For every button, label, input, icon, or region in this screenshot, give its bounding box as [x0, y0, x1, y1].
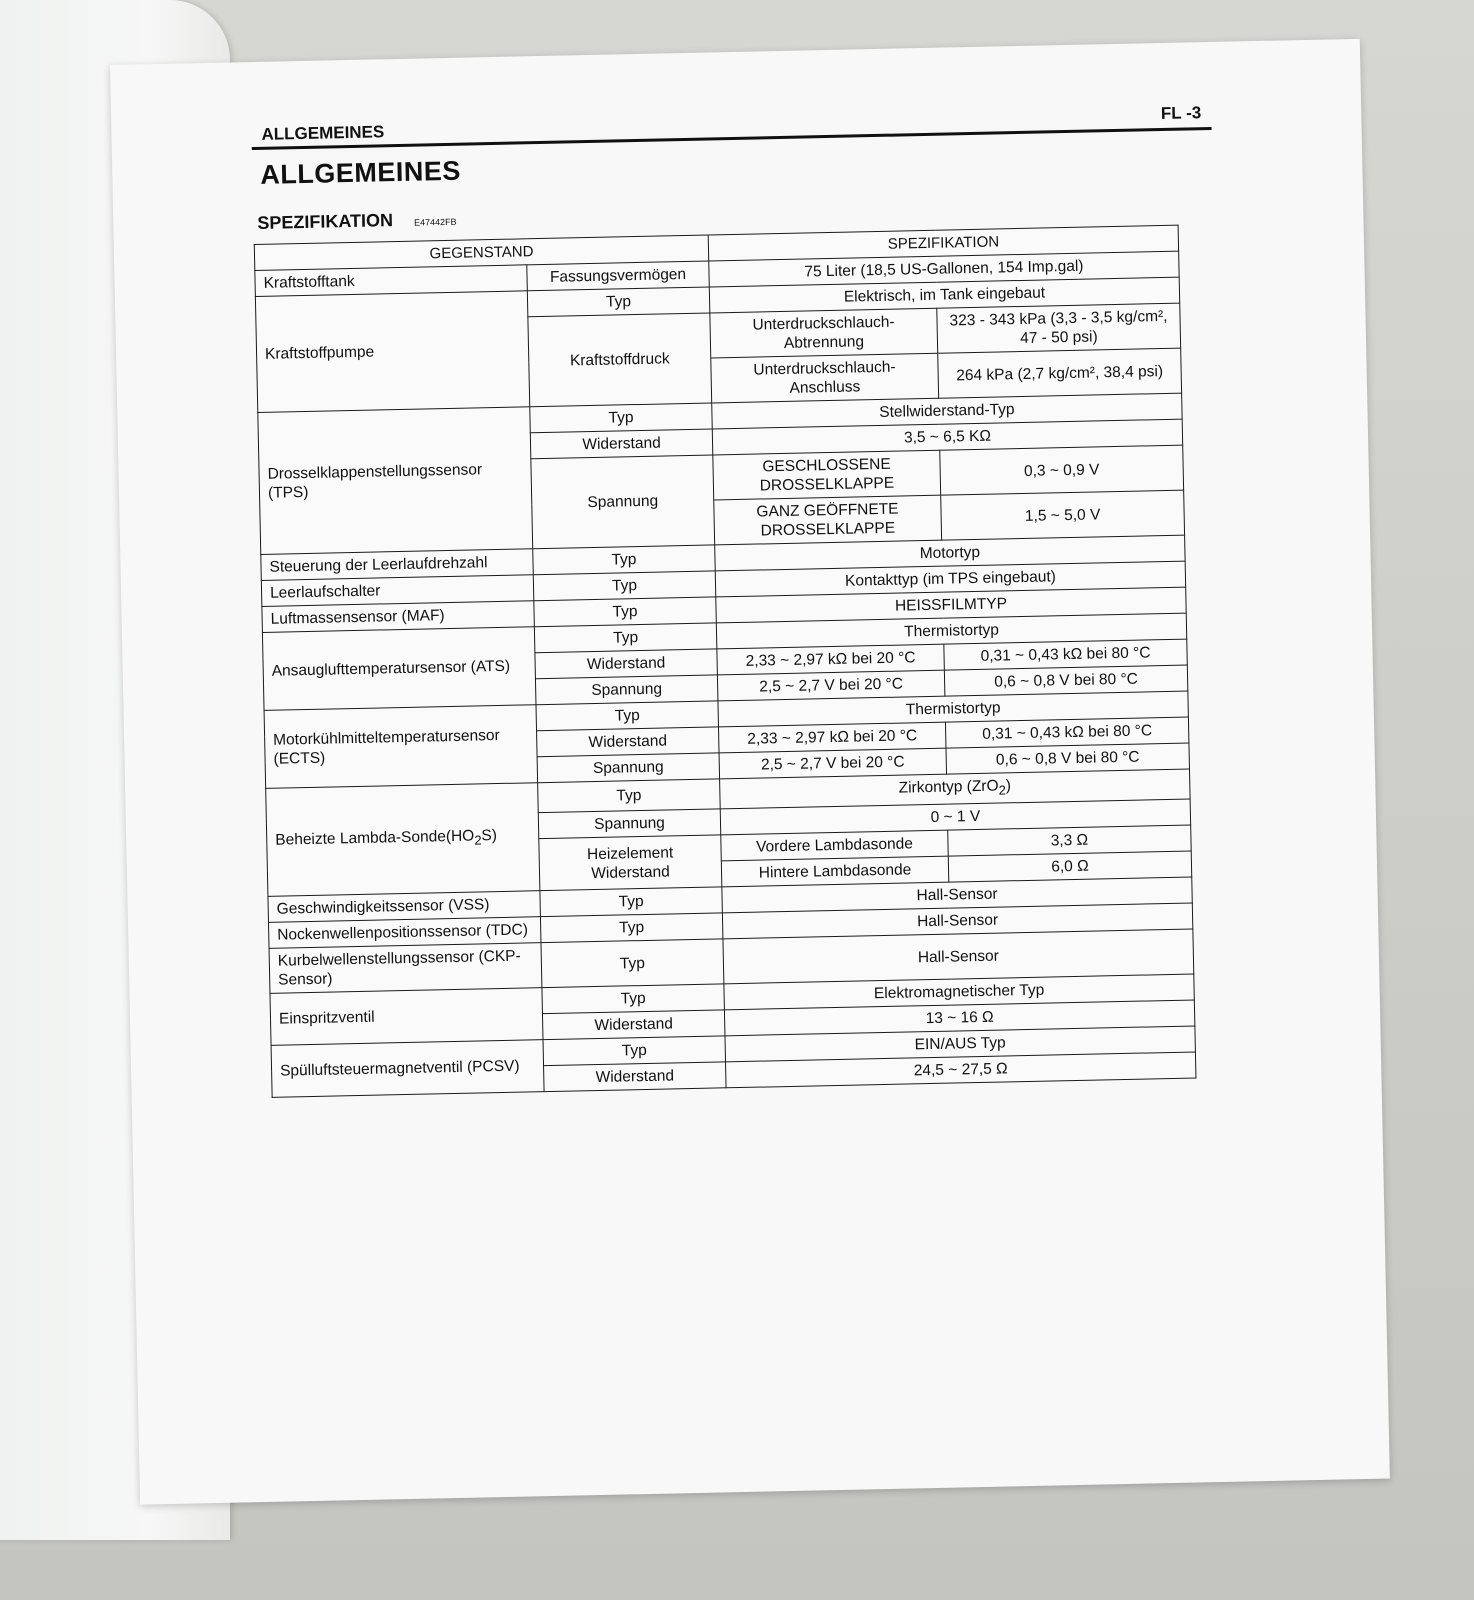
page-title: ALLGEMEINES — [260, 155, 462, 190]
sub-label-cell: Hintere Lambdasonde — [721, 856, 948, 887]
value-cell: Hall-Sensor — [723, 929, 1194, 984]
param-cell: Spannung — [535, 675, 718, 705]
value-cell: Elektromagnetischer Typ — [724, 974, 1194, 1010]
head-item: GEGENSTAND — [254, 235, 708, 271]
value-cell: 0,31 ~ 0,43 kΩ bei 80 °C — [944, 639, 1187, 670]
value-cell: Motortyp — [715, 535, 1185, 571]
value-cell: 0,6 ~ 0,8 V bei 80 °C — [944, 665, 1187, 696]
item-cell: Geschwindigkeitssensor (VSS) — [268, 891, 540, 923]
item-text-end: S) — [481, 827, 498, 845]
value-cell: 24,5 ~ 27,5 Ω — [726, 1052, 1196, 1088]
document-page — [110, 39, 1390, 1505]
param-cell: Typ — [542, 984, 725, 1014]
item-cell: Einspritzventil — [270, 988, 543, 1046]
param-cell: Kraftstoffdruck — [528, 313, 712, 407]
item-cell: Kraftstoffpumpe — [255, 291, 529, 413]
value-text: Zirkontyp (ZrO — [898, 777, 999, 797]
param-cell: Typ — [540, 887, 723, 917]
item-cell: Ansauglufttemperatursensor (ATS) — [262, 627, 536, 711]
sub-label-cell: Vordere Lambdasonde — [721, 830, 948, 861]
value-subscript: 2 — [998, 782, 1006, 798]
param-cell: Typ — [534, 597, 717, 627]
param-cell: Spannung — [531, 455, 715, 549]
sub-label-cell: GANZ GEÖFFNETE DROSSELKLAPPE — [714, 495, 942, 545]
param-cell: Widerstand — [537, 727, 720, 757]
value-cell: 75 Liter (18,5 US-Gallonen, 154 Imp.gal) — [709, 251, 1179, 287]
value-cell: Hall-Sensor — [722, 903, 1192, 939]
param-cell: Typ — [538, 779, 721, 813]
value-cell: 2,5 ~ 2,7 V bei 20 °C — [719, 748, 946, 779]
value-cell: EIN/AUS Typ — [725, 1026, 1195, 1062]
value-cell: Kontakttyp (im TPS eingebaut) — [715, 561, 1185, 597]
item-cell: Kraftstofftank — [255, 265, 527, 297]
param-cell: Typ — [541, 939, 724, 988]
param-cell: Spannung — [538, 809, 721, 839]
param-cell: Typ — [533, 545, 716, 575]
value-cell: Hall-Sensor — [722, 877, 1192, 913]
item-cell: Leerlaufschalter — [261, 575, 533, 607]
item-cell: Spülluftsteuermagnetventil (PCSV) — [271, 1040, 544, 1098]
value-cell: 2,33 ~ 2,97 kΩ bei 20 °C — [718, 722, 945, 753]
item-cell: Kurbelwellenstellungssensor (CKP-Sensor) — [269, 943, 542, 994]
value-cell: 3,3 Ω — [948, 825, 1191, 856]
param-cell: Spannung — [537, 753, 720, 783]
item-subscript: 2 — [474, 832, 482, 848]
param-cell: Widerstand — [544, 1062, 727, 1092]
param-cell: Widerstand — [542, 1010, 725, 1040]
page-content — [251, 97, 1231, 1098]
item-cell: Steuerung der Leerlaufdrehzahl — [261, 549, 533, 581]
value-cell: 323 - 343 kPa (3,3 - 3,5 kg/cm², 47 - 50 psi) — [937, 303, 1181, 353]
param-cell: Typ — [534, 623, 717, 653]
value-cell: 1,5 ~ 5,0 V — [941, 490, 1185, 540]
param-cell: Typ — [527, 287, 710, 317]
value-cell: 0,6 ~ 0,8 V bei 80 °C — [946, 743, 1189, 774]
param-cell: Typ — [543, 1036, 726, 1066]
sub-label-cell: Unterdruckschlauch-Abtrennung — [710, 308, 938, 358]
value-cell: 6,0 Ω — [948, 851, 1191, 882]
spec-table — [254, 225, 1197, 1098]
value-cell: HEISSFILMTYP — [716, 587, 1186, 623]
value-cell: Thermistortyp — [716, 613, 1186, 649]
item-text: Beheizte Lambda-Sonde(HO — [275, 827, 475, 849]
value-cell: 2,5 ~ 2,7 V bei 20 °C — [717, 670, 944, 701]
value-cell: Stellwiderstand-Typ — [712, 393, 1182, 429]
value-cell: 0,31 ~ 0,43 kΩ bei 80 °C — [945, 717, 1188, 748]
param-cell: Heizelement Widerstand — [539, 835, 722, 891]
param-cell: Typ — [533, 571, 716, 601]
value-cell: 13 ~ 16 Ω — [724, 1000, 1194, 1036]
value-cell: 3,5 ~ 6,5 KΩ — [712, 419, 1182, 455]
value-cell: 0,3 ~ 0,9 V — [940, 445, 1184, 495]
param-cell: Widerstand — [530, 429, 713, 459]
param-cell: Typ — [530, 403, 713, 433]
item-cell: Luftmassensensor (MAF) — [262, 601, 534, 633]
value-text-end: ) — [1005, 777, 1012, 795]
value-cell: Elektrisch, im Tank eingebaut — [709, 277, 1179, 313]
param-cell: Widerstand — [535, 649, 718, 679]
item-cell: Drosselklappenstellungssensor (TPS) — [258, 407, 533, 555]
sub-label-cell: Unterdruckschlauch-Anschluss — [711, 353, 939, 403]
page-number: FL -3 — [1160, 103, 1202, 123]
param-cell: Typ — [536, 701, 719, 731]
head-spec: SPEZIFIKATION — [708, 225, 1178, 261]
value-cell: Thermistortyp — [718, 691, 1188, 727]
param-cell: Fassungsvermögen — [527, 261, 710, 291]
value-cell: 2,33 ~ 2,97 kΩ bei 20 °C — [717, 644, 944, 675]
param-cell: Typ — [540, 913, 723, 943]
item-cell — [266, 783, 540, 897]
header-section: ALLGEMEINES — [261, 122, 385, 144]
value-cell: 0 ~ 1 V — [720, 799, 1190, 835]
sub-label-cell: GESCHLOSSENE DROSSELKLAPPE — [713, 450, 941, 500]
subtitle-code: E47442FB — [413, 216, 457, 228]
subtitle-text: SPEZIFIKATION — [257, 210, 394, 233]
value-cell: 264 kPa (2,7 kg/cm², 38,4 psi) — [938, 348, 1182, 398]
item-cell: Nockenwellenpositionssensor (TDC) — [268, 917, 540, 949]
item-cell: Motorkühlmitteltemperatursensor (ECTS) — [264, 705, 538, 789]
